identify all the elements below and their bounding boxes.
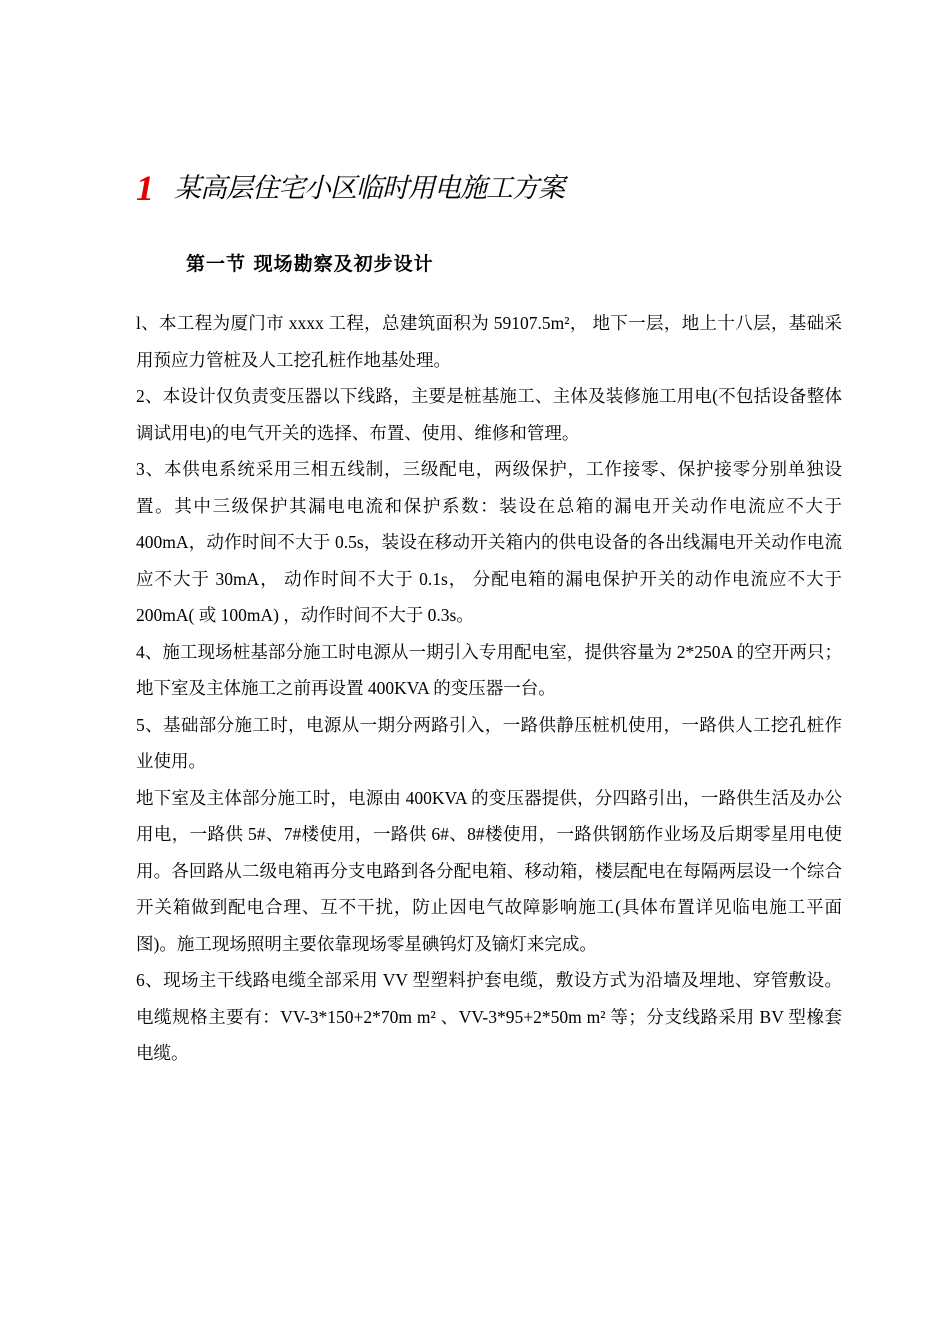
section-heading: 第一节 现场勘察及初步设计 (186, 253, 434, 275)
title-text: 某高层住宅小区临时用电施工方案 (174, 172, 564, 204)
paragraph-4: 4、施工现场桩基部分施工时电源从一期引入专用配电室，提供容量为 2*250A 的空开两只；地下室及主体施工之前再设置 400KVA 的变压器一台。 (136, 641, 842, 698)
paragraph-3: 3、本供电系统采用三相五线制，三级配电，两级保护，工作接零、保护接零分别单独设置。其中三级保护其漏电电流和保护系数：装设在总箱的漏电开关动作电流应不大于 400mA，动作时间不大于 0.5s，装设在移动开关箱内的供电设备的各出线漏电开关动作电流应不大于 30mA， 动作时间不大于 0.1s， 分配电箱的漏电保护开关的动作电流应不大于 200mA( 或 100mA) ，动作时间不大于 0.3s。 (136, 459, 842, 625)
paragraph-7: 6、现场主干线路电缆全部采用 VV 型塑料护套电缆，敷设方式为沿墙及埋地、穿管敷设。电缆规格主要有：VV-3*150+2*70m m² 、VV-3*95+2*50m m² 等；分支线路采用 BV 型橡套电缆。 (136, 970, 842, 1063)
paragraph-2: 2、本设计仅负责变压器以下线路，主要是桩基施工、主体及装修施工用电(不包括设备整体调试用电)的电气开关的选择、布置、使用、维修和管理。 (136, 386, 842, 443)
title-number: 1 (136, 168, 154, 208)
paragraph-5: 5、基础部分施工时，电源从一期分两路引入，一路供静压桩机使用，一路供人工挖孔桩作业使用。 (136, 714, 842, 771)
body-text (136, 305, 842, 1072)
document-title (136, 160, 836, 216)
paragraph-6: 地下室及主体部分施工时，电源由 400KVA 的变压器提供，分四路引出，一路供生活及办公用电，一路供 5#、7#楼使用，一路供 6#、8#楼使用，一路供钢筋作业场及后期零星用电使用。各回路从二级电箱再分支电路到各分配电箱、移动箱，楼层配电在每隔两层设一个综合开关箱做到配电合理、互不干扰，防止因电气故障影响施工(具体布置详见临电施工平面图)。施工现场照明主要依靠现场零星碘钨灯及镝灯来完成。 (136, 787, 842, 954)
paragraph-1: l、本工程为厦门市 xxxx 工程，总建筑面积为 59107.5m²， 地下一层，地上十八层，基础采用预应力管桩及人工挖孔桩作地基处理。 (136, 313, 842, 370)
